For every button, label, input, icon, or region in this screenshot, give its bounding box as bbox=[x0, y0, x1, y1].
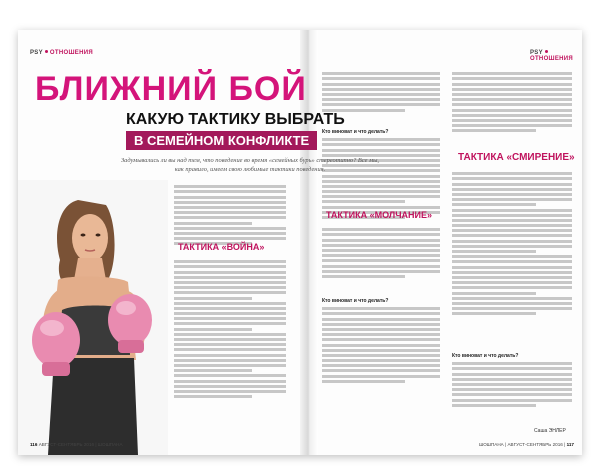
boxer-photo bbox=[18, 180, 168, 455]
tactic-silence-heading: ТАКТИКА «МОЛЧАНИЕ» bbox=[326, 210, 433, 220]
section-tag-right bbox=[530, 50, 582, 62]
right-column2-mid bbox=[452, 170, 572, 315]
right-column2-end bbox=[452, 360, 572, 407]
section-label: PSY bbox=[30, 50, 43, 56]
right-footer bbox=[479, 442, 574, 447]
left-footer bbox=[30, 442, 123, 447]
section-label: PSY bbox=[530, 50, 543, 56]
left-text-column-top bbox=[174, 183, 286, 245]
q3-heading: Кто виноват и что делать? bbox=[452, 353, 519, 359]
section-tag-left bbox=[30, 50, 93, 56]
right-page-number: 117 bbox=[566, 442, 574, 447]
boxer-illustration bbox=[18, 180, 168, 455]
right-column2-top bbox=[452, 70, 572, 132]
article-subtitle-line2: В СЕМЕЙНОМ КОНФЛИКТЕ bbox=[126, 131, 317, 150]
q2-heading: Кто виноват и что делать? bbox=[322, 298, 389, 304]
section-dot bbox=[45, 50, 48, 53]
author-signature: Саша ЭНЛЕР bbox=[534, 428, 566, 434]
tactic-humility-heading: ТАКТИКА «СМИРЕНИЕ» bbox=[458, 152, 575, 163]
right-column1-mid bbox=[322, 136, 440, 219]
left-page-number: 116 bbox=[30, 442, 38, 447]
article-title: БЛИЖНИЙ БОЙ bbox=[35, 70, 307, 108]
section-sub-label: ОТНОШЕНИЯ bbox=[49, 50, 93, 56]
section-sub-label: ОТНОШЕНИЯ bbox=[530, 56, 574, 62]
article-lead: Задумывались ли вы над тем, что поведение во время «семейных бурь» стереотипно? Все мы, как правило, имеем свою любимые тактики поведения. bbox=[120, 157, 380, 173]
right-column1-bottom bbox=[322, 226, 440, 278]
left-text-column-bottom bbox=[174, 258, 286, 398]
tactic-war-heading: ТАКТИКА «ВОЙНА» bbox=[178, 242, 265, 252]
article-subtitle-line1: КАКУЮ ТАКТИКУ ВЫБРАТЬ bbox=[126, 111, 345, 128]
q1-heading: Кто виноват и что делать? bbox=[322, 129, 389, 135]
right-column1-end bbox=[322, 305, 440, 383]
left-footer-text: АВГУСТ-СЕНТЯБРЬ 2016 | ШОШПАНА bbox=[38, 442, 123, 447]
right-footer-text: ШОШПАНА | АВГУСТ-СЕНТЯБРЬ 2016 | bbox=[478, 442, 566, 447]
section-dot bbox=[545, 50, 548, 53]
